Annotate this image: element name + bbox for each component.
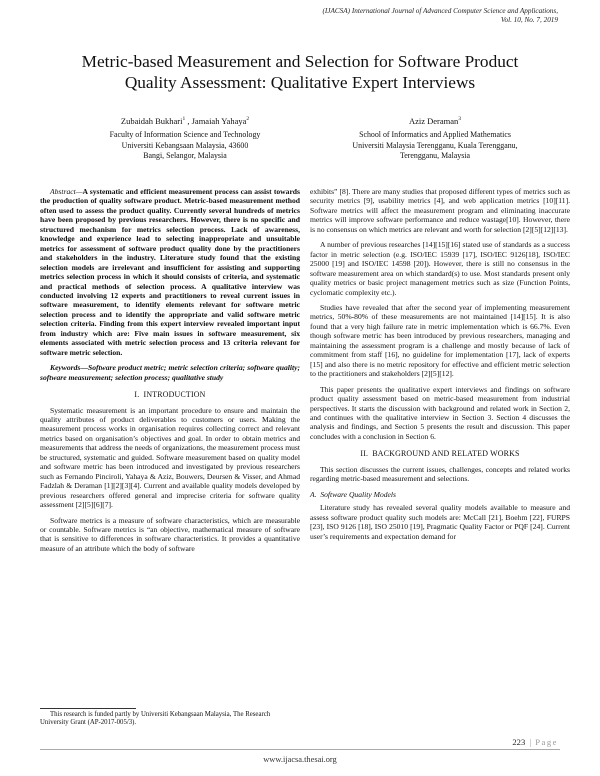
abstract-text: A systematic and efficient measurement process can assist towards the production of quality software product. Metric-based measurement method often used to assess the product quality. Currently several hundreds of metrics have been proposed by previous researchers. However, there is no specific and structured mechanism for metrics selection process. Lack of awareness, knowledge and experience lead to selecting inappropriate and unsuitable metrics for assessment of software product quality done by the practitioners and stakeholders in the industry. Literature study found that the existing selection models are irrelevant and insufficient for assisting and supporting metrics selection process in which it should consists of criteria, and systematic and practical methods of selection process. A qualitative interview was conducted involving 12 experts and practitioners to reveal current issues in software measurement, to identify elements relevant for software metric selection process and to identify the appropriate and valid software metric selection criteria. Finding from this expert interview revealed important input from industry which are: Five main issues in software measurement, six elements associated with metric selection process and 13 criteria relevant for software metric selection. — [40, 187, 300, 357]
author-name: Zubaidah Bukhari — [120, 116, 183, 126]
left-column — [40, 187, 300, 559]
author-superscript: 1 — [182, 116, 186, 123]
footnote-divider — [40, 708, 136, 709]
paragraph: A number of previous researches [14][15][16] stated use of standards as a success factor in metric selection (e.g. ISO/IEC 15939 [17], ISO/IEC 9126[18], ISO/IEC 25000 [19] and ISO/IEC 14598 [20]). However, there is still no consensus in the software measurement area on which standard(s) to use. Most standards present only quality metrics or basic project management metrics such as size (Function Points, cyclomatic complexity etc.). — [310, 240, 570, 297]
author-name: Jamaiah Yahaya — [191, 116, 247, 126]
affiliation-line: Faculty of Information Science and Technology — [109, 130, 261, 140]
funding-footnote — [40, 711, 300, 728]
paragraph: This paper presents the qualitative expert interviews and findings on software product quality assessment based on metric-based measurement from industrial perspectives. It starts the discussion with background and related work in Section 2, and continues with the qualitative interview in Section 3. Section 4 discusses the analysis and findings, and Section 5 presents the result and discussion. This paper concludes with a conclusion in Section 6. — [310, 384, 570, 441]
author-superscript: 2 — [246, 116, 250, 123]
journal-volume: Vol. 10, No. 7, 2019 — [500, 16, 558, 24]
author-separator: , — [185, 116, 192, 126]
journal-url: www.ijacsa.thesai.org — [263, 755, 337, 764]
paragraph: Literature study has revealed several quality models available to measure and assess software product quality such models are: McCall [21], Boehm [22], FURPS [23], ISO 9126 [18], ISO 25010 [19], Pragmatic Quality Factor or PQF [24]. Current user’s requirements and expectation demand for — [310, 503, 570, 541]
author-block-right — [330, 116, 540, 162]
footnote-text: This research is funded partly by Universiti Kebangsaan Malaysia, The Research University Grant (AP-2017-005/3). — [40, 711, 271, 727]
affiliation-line: Universiti Kebangsaan Malaysia, 43600 — [121, 140, 249, 150]
paragraph: Systematic measurement is an important procedure to ensure and maintain the quality attributes of product deliverables to customers or users. Making the measurement process works in organisation requires collecting correct and relevant metrics based on organisation’s objectives and goal. In order to obtain metrics and measurements that address the needs of organizations, the measurement process must be structured, systematic and guided. Software measurement based on quality model and software metric has been introduced and investigated by previous researchers such as Fernando Pinciroli, Yahaya & Aziz, Bouwers, Deursen & Visser, and Ahmad Fadzlah & Deraman [1][2][3][4]. Current and available quality models developed by previous researchers offered general and imprecise criteria for software quality assessment [2][5][6][7]. — [40, 405, 300, 510]
abstract-lead: Abstract— — [50, 187, 83, 196]
paper-title — [40, 51, 560, 93]
footer-divider — [40, 749, 560, 750]
affiliation-line: Universiti Malaysia Terengganu, Kuala Terengganu, — [352, 140, 518, 150]
title-line-2: Quality Assessment: Qualitative Expert Interviews — [124, 73, 476, 92]
affiliation-line: School of Informatics and Applied Mathematics — [359, 130, 511, 140]
paragraph: Studies have revealed that after the second year of implementing measurement metrics, 50%-80% of these measurements are not maintained [14][15]. It is also found that a very high failure rate in metric implementation which is 66.7%. Even though software metric has been introduced by previous researchers, managing and maintaining the assessment program is a challenge and mostly because of lack of commitment from staff [16], no guideline for implementation [17], lack of experts [15] and also there is no metric repository for effective and efficient metric selection to the practitioners and stakeholders [2][5][12]. — [310, 302, 570, 379]
journal-header — [138, 7, 558, 25]
page-label: Page — [535, 737, 558, 747]
affiliation-line: Bangi, Selangor, Malaysia — [143, 151, 227, 161]
subsection-heading-quality-models: A. Software Quality Models — [310, 489, 396, 499]
keywords-lead: Keywords— — [50, 363, 88, 373]
section-heading-background: II. BACKGROUND AND RELATED WORKS — [360, 449, 520, 459]
author-names-left — [60, 116, 310, 126]
title-line-1: Metric-based Measurement and Selection for Software Product — [81, 52, 519, 71]
author-name: Aziz Deraman — [408, 116, 459, 126]
affiliation-line: Terengganu, Malaysia — [400, 151, 470, 161]
page-number-block — [512, 737, 558, 747]
paragraph: exhibits” [8]. There are many studies that proposed different types of metrics such as security metrics [9], usability metrics [4], and web application metrics [10][11]. Software metrics will affect the measurement program and eliminating inaccurate metrics will improve software performance and reduce wastage[10]. However, there is no consensus on which metrics are relevant and worth for selection [2][5][12][13]. — [310, 187, 570, 234]
page-divider: | — [529, 737, 532, 747]
keywords — [40, 363, 300, 382]
journal-name: (IJACSA) International Journal of Advanced Computer Science and Applications, — [322, 7, 558, 15]
author-superscript: 3 — [458, 116, 462, 123]
section-heading-introduction: I. INTRODUCTION — [134, 390, 206, 400]
author-block-left — [60, 116, 310, 162]
paragraph: Software metrics is a measure of software characteristics, which are measurable or countable. Software metrics is “an objective, mathematical measure of software that is sensitive to differences in software characteristics. It provides a quantitative measure of an attribute which the body of software — [40, 515, 300, 553]
abstract — [40, 187, 300, 357]
author-names-right — [330, 116, 540, 126]
paragraph: This section discusses the current issues, challenges, concepts and related works regarding metric-based measurement and selections. — [310, 464, 570, 484]
keywords-text: Software product metric; metric selection criteria; software quality; software measurement; selection process; qualitative study — [40, 363, 300, 382]
page-number: 223 — [512, 737, 526, 747]
right-column — [310, 187, 570, 547]
